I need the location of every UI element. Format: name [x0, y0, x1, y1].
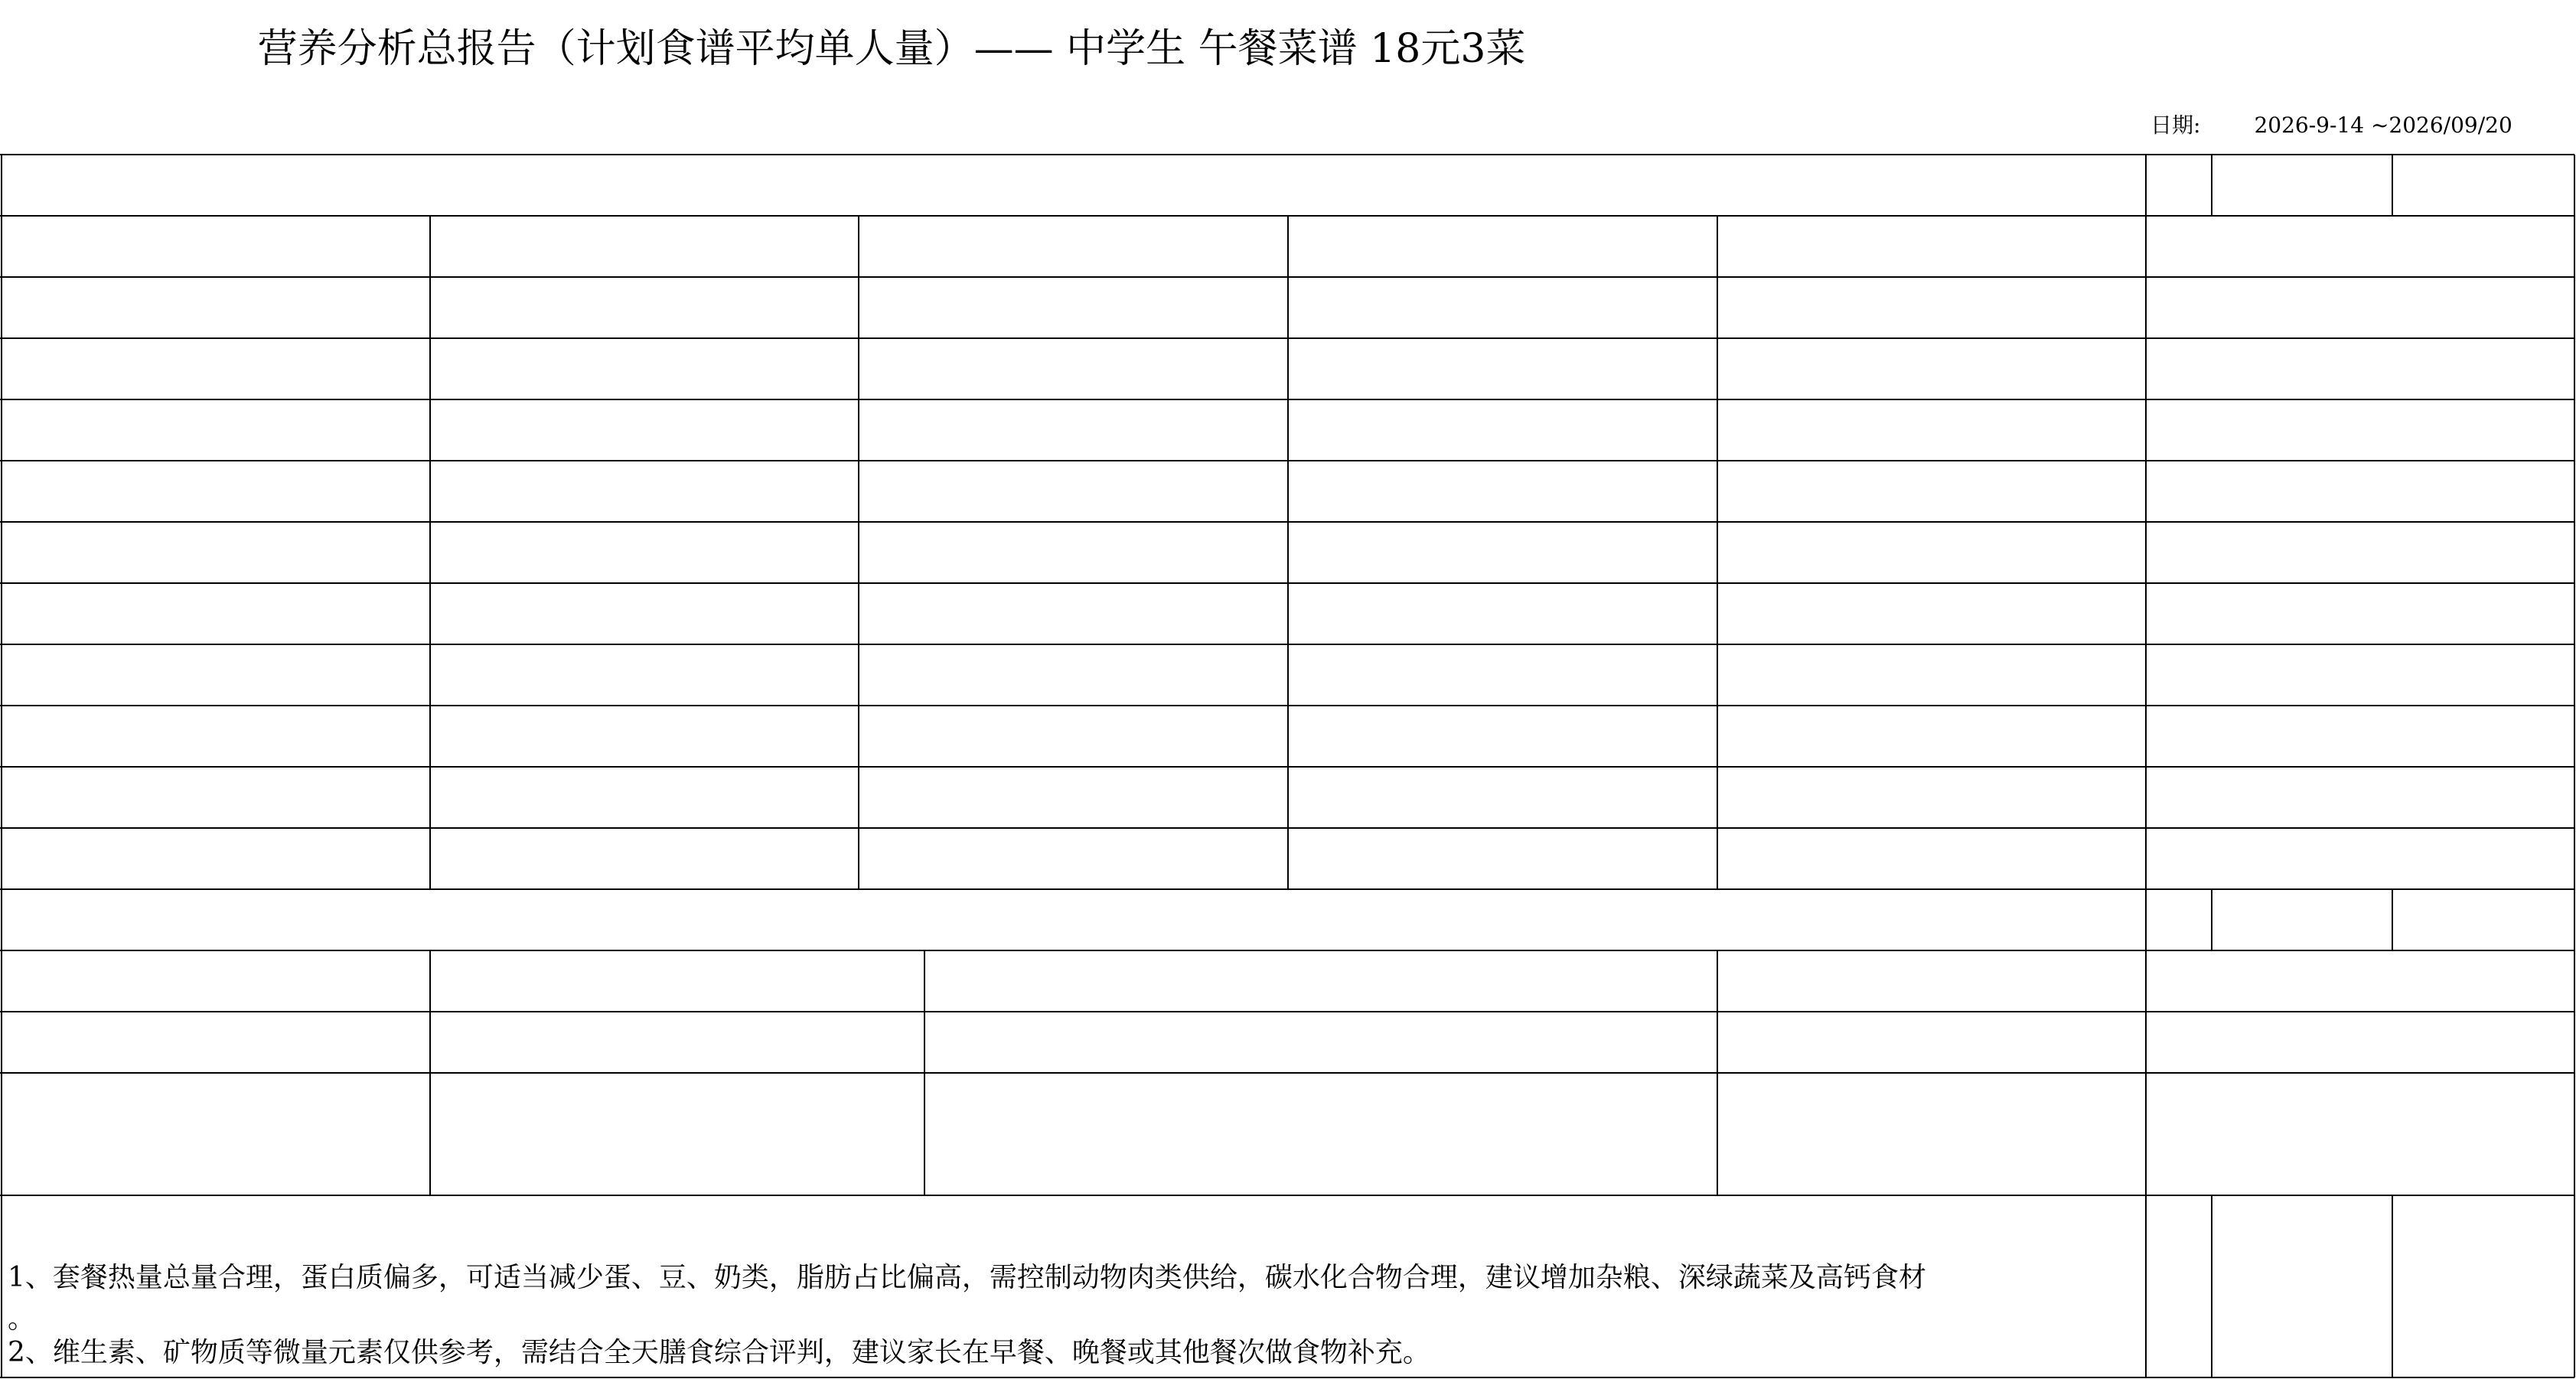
table-cell [2146, 399, 2574, 461]
advice-line: 2、维生素、矿物质等微量元素仅供参考，需结合全天膳食综合评判，建议家长在早餐、晚餐或其他餐次做食物补充。 [8, 1337, 1430, 1368]
column-header [2, 216, 430, 277]
table-cell [1288, 277, 1717, 338]
column-header [924, 950, 1717, 1012]
table-cell [1288, 461, 1717, 522]
table-cell [1288, 522, 1717, 583]
table-cell [1717, 1073, 2146, 1134]
table-cell [2146, 706, 2574, 767]
row-label [2, 1134, 430, 1195]
table-cell [2146, 461, 2574, 522]
table-cell [1717, 828, 2146, 889]
table-cell [2146, 644, 2574, 706]
table-cell [859, 399, 1288, 461]
table-cell [1717, 277, 2146, 338]
table-cell [859, 644, 1288, 706]
advice-line: 1、套餐热量总量合理，蛋白质偏多，可适当减少蛋、豆、奶类，脂肪占比偏高，需控制动物肉类供给，碳水化合物合理，建议增加杂粮、深绿蔬菜及高钙食材 [8, 1262, 1926, 1293]
table-cell [430, 522, 859, 583]
table-cell [859, 461, 1288, 522]
table-cell [1717, 767, 2146, 828]
section-3-title [2, 1195, 2146, 1257]
report-title: 营养分析总报告（计划食谱平均单人量）—— 中学生 午餐菜谱 18元3菜 [257, 26, 1526, 72]
row-label [2, 644, 430, 706]
table-cell [1717, 399, 2146, 461]
table-cell [1288, 583, 1717, 644]
advice-line: 。 [8, 1303, 36, 1335]
table-cell [1717, 706, 2146, 767]
table-cell [430, 644, 859, 706]
row-label [2, 1012, 430, 1073]
nutrition-table [0, 153, 2576, 1379]
row-label [2, 277, 430, 338]
table-cell [2146, 1134, 2574, 1195]
column-header [1288, 216, 1717, 277]
table-cell [2146, 583, 2574, 644]
table-cell [2146, 1073, 2574, 1134]
row-label [2, 583, 430, 644]
date-value: 2026-9-14 ~2026/09/20 [2254, 112, 2512, 138]
table-cell [859, 706, 1288, 767]
table-cell [859, 583, 1288, 644]
table-cell [430, 399, 859, 461]
table-cell [430, 1134, 924, 1195]
date-label: 日期: [2150, 112, 2201, 138]
table-cell [859, 522, 1288, 583]
table-cell [430, 1073, 924, 1134]
column-header [430, 216, 859, 277]
section-1-title [2, 155, 2146, 216]
table-cell [430, 828, 859, 889]
table-cell [924, 1012, 1717, 1073]
column-header [2, 950, 430, 1012]
table-cell [1717, 644, 2146, 706]
table-cell [430, 767, 859, 828]
table-cell [430, 277, 859, 338]
row-label [2, 522, 430, 583]
table-cell [859, 277, 1288, 338]
table-cell [430, 706, 859, 767]
table-cell [1288, 828, 1717, 889]
table-cell [859, 767, 1288, 828]
table-cell [1288, 706, 1717, 767]
table-cell [1288, 767, 1717, 828]
table-cell [1717, 338, 2146, 399]
row-label [2, 1073, 430, 1134]
table-cell [1717, 461, 2146, 522]
table-cell [1288, 399, 1717, 461]
table-cell [1717, 1134, 2146, 1195]
row-label [2, 706, 430, 767]
table-cell [430, 338, 859, 399]
table-cell [924, 1134, 1717, 1195]
table-cell [1717, 1012, 2146, 1073]
date-range [2150, 109, 2512, 139]
table-cell [1288, 644, 1717, 706]
table-cell [2146, 828, 2574, 889]
table-cell [2146, 1012, 2574, 1073]
column-header [1717, 950, 2146, 1012]
row-label [2, 767, 430, 828]
table-cell [1717, 522, 2146, 583]
table-cell [859, 828, 1288, 889]
column-header [2146, 950, 2574, 1012]
table-cell [430, 1012, 924, 1073]
row-label [2, 399, 430, 461]
table-cell [2146, 277, 2574, 338]
table-cell [1717, 583, 2146, 644]
table-cell [2146, 522, 2574, 583]
column-header [430, 950, 924, 1012]
table-cell [430, 461, 859, 522]
table-cell [2146, 767, 2574, 828]
column-header [859, 216, 1288, 277]
column-header [1717, 216, 2146, 277]
row-label [2, 338, 430, 399]
section-2-title [2, 889, 2146, 950]
table-cell [2146, 338, 2574, 399]
row-label [2, 461, 430, 522]
table-cell [430, 583, 859, 644]
table-cell [1288, 338, 1717, 399]
table-cell [859, 338, 1288, 399]
row-label [2, 828, 430, 889]
table-cell [924, 1073, 1717, 1134]
column-header [2146, 216, 2574, 277]
